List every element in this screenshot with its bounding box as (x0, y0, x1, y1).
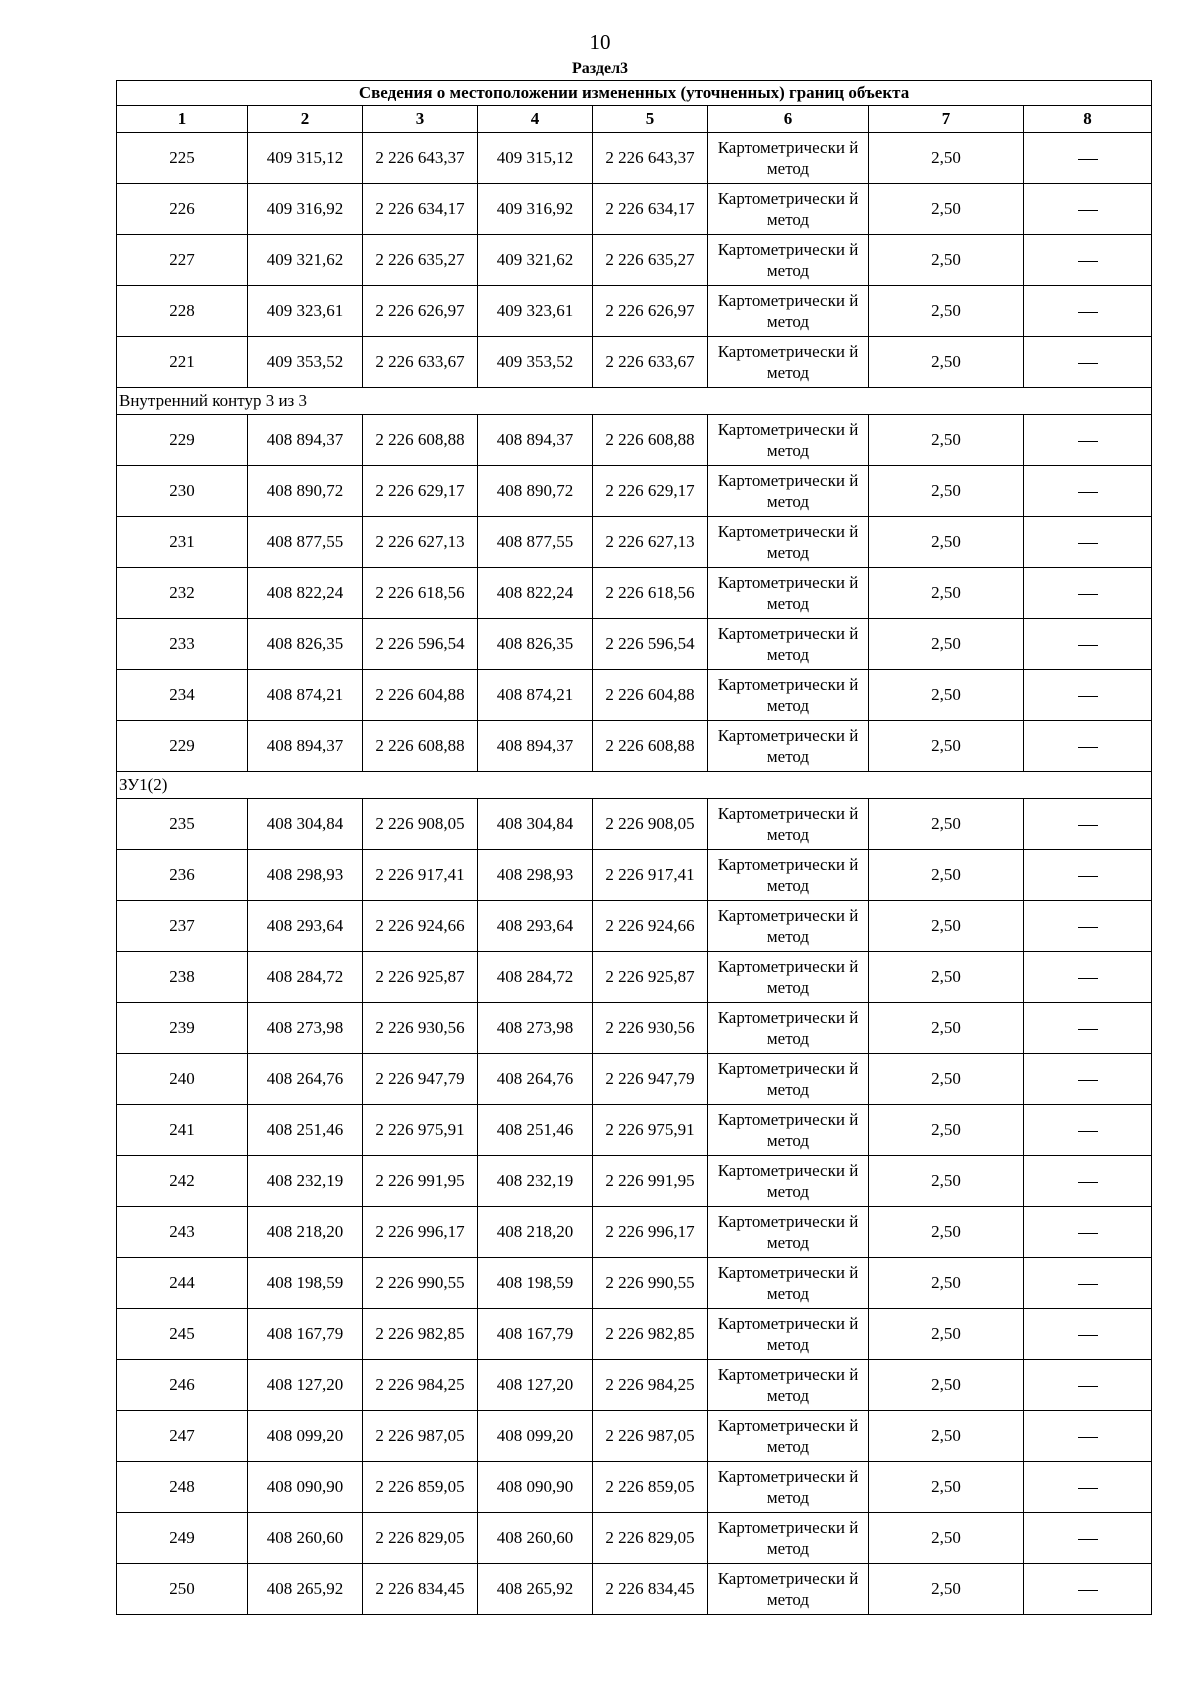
cell-point-number: 241 (117, 1105, 248, 1156)
contour-heading-row (117, 772, 1152, 799)
cell-y-new: 2 226 634,17 (593, 184, 708, 235)
cell-x-new: 408 822,24 (478, 568, 593, 619)
cell-x-old: 408 890,72 (248, 466, 363, 517)
cell-y-old: 2 226 633,67 (363, 337, 478, 388)
cell-x-new: 409 321,62 (478, 235, 593, 286)
table-row (117, 1462, 1152, 1513)
cell-x-old: 408 232,19 (248, 1156, 363, 1207)
cell-method: Картометрически й метод (708, 286, 869, 337)
cell-note (1024, 1156, 1152, 1207)
column-number: 5 (593, 106, 708, 133)
cell-accuracy: 2,50 (869, 1513, 1024, 1564)
boundary-coordinates-table (116, 80, 1152, 1615)
table-row (117, 286, 1152, 337)
cell-y-new: 2 226 635,27 (593, 235, 708, 286)
table-title: Сведения о местоположении измененных (уточненных) границ объекта (117, 81, 1152, 106)
cell-y-new: 2 226 990,55 (593, 1258, 708, 1309)
cell-y-old: 2 226 984,25 (363, 1360, 478, 1411)
cell-y-new: 2 226 608,88 (593, 415, 708, 466)
cell-note (1024, 1411, 1152, 1462)
table-row (117, 517, 1152, 568)
cell-y-new: 2 226 924,66 (593, 901, 708, 952)
table-row (117, 799, 1152, 850)
cell-accuracy: 2,50 (869, 901, 1024, 952)
cell-point-number: 248 (117, 1462, 248, 1513)
dash-mark (1078, 159, 1098, 160)
cell-note (1024, 670, 1152, 721)
cell-note (1024, 1360, 1152, 1411)
cell-x-new: 408 167,79 (478, 1309, 593, 1360)
dash-mark (1078, 978, 1098, 979)
cell-method: Картометрически й метод (708, 1513, 869, 1564)
cell-x-old: 408 273,98 (248, 1003, 363, 1054)
cell-accuracy: 2,50 (869, 850, 1024, 901)
table-row (117, 415, 1152, 466)
cell-note (1024, 466, 1152, 517)
dash-mark (1078, 696, 1098, 697)
cell-x-old: 408 877,55 (248, 517, 363, 568)
cell-point-number: 233 (117, 619, 248, 670)
cell-note (1024, 1513, 1152, 1564)
cell-y-old: 2 226 996,17 (363, 1207, 478, 1258)
cell-y-new: 2 226 925,87 (593, 952, 708, 1003)
cell-y-new: 2 226 996,17 (593, 1207, 708, 1258)
cell-method: Картометрически й метод (708, 466, 869, 517)
cell-y-old: 2 226 626,97 (363, 286, 478, 337)
cell-method: Картометрически й метод (708, 1207, 869, 1258)
cell-accuracy: 2,50 (869, 1156, 1024, 1207)
cell-y-new: 2 226 604,88 (593, 670, 708, 721)
cell-accuracy: 2,50 (869, 184, 1024, 235)
cell-x-old: 408 198,59 (248, 1258, 363, 1309)
cell-x-old: 408 284,72 (248, 952, 363, 1003)
cell-y-new: 2 226 626,97 (593, 286, 708, 337)
cell-note (1024, 235, 1152, 286)
cell-y-old: 2 226 629,17 (363, 466, 478, 517)
table-title-row (117, 81, 1152, 106)
cell-y-old: 2 226 987,05 (363, 1411, 478, 1462)
cell-y-old: 2 226 643,37 (363, 133, 478, 184)
cell-y-new: 2 226 618,56 (593, 568, 708, 619)
cell-accuracy: 2,50 (869, 670, 1024, 721)
cell-y-old: 2 226 908,05 (363, 799, 478, 850)
table-row (117, 1309, 1152, 1360)
column-number: 7 (869, 106, 1024, 133)
cell-y-old: 2 226 991,95 (363, 1156, 478, 1207)
dash-mark (1078, 1386, 1098, 1387)
cell-y-new: 2 226 629,17 (593, 466, 708, 517)
cell-note (1024, 568, 1152, 619)
dash-mark (1078, 1284, 1098, 1285)
cell-x-old: 408 293,64 (248, 901, 363, 952)
cell-y-new: 2 226 633,67 (593, 337, 708, 388)
cell-point-number: 228 (117, 286, 248, 337)
cell-method: Картометрически й метод (708, 184, 869, 235)
cell-point-number: 239 (117, 1003, 248, 1054)
dash-mark (1078, 1029, 1098, 1030)
cell-accuracy: 2,50 (869, 337, 1024, 388)
cell-note (1024, 1564, 1152, 1615)
cell-y-old: 2 226 917,41 (363, 850, 478, 901)
cell-point-number: 238 (117, 952, 248, 1003)
table-row (117, 1411, 1152, 1462)
table-row (117, 1156, 1152, 1207)
dash-mark (1078, 747, 1098, 748)
cell-x-new: 409 323,61 (478, 286, 593, 337)
cell-note (1024, 286, 1152, 337)
cell-accuracy: 2,50 (869, 1564, 1024, 1615)
cell-method: Картометрически й метод (708, 133, 869, 184)
cell-y-old: 2 226 982,85 (363, 1309, 478, 1360)
contour-heading: Внутренний контур 3 из 3 (117, 388, 1152, 415)
cell-note (1024, 1054, 1152, 1105)
dash-mark (1078, 1131, 1098, 1132)
cell-point-number: 221 (117, 337, 248, 388)
cell-note (1024, 850, 1152, 901)
cell-x-old: 408 260,60 (248, 1513, 363, 1564)
cell-point-number: 247 (117, 1411, 248, 1462)
table-row (117, 568, 1152, 619)
cell-x-new: 409 315,12 (478, 133, 593, 184)
cell-y-new: 2 226 930,56 (593, 1003, 708, 1054)
cell-x-new: 408 099,20 (478, 1411, 593, 1462)
column-number: 6 (708, 106, 869, 133)
cell-method: Картометрически й метод (708, 337, 869, 388)
cell-x-old: 409 315,12 (248, 133, 363, 184)
cell-y-new: 2 226 984,25 (593, 1360, 708, 1411)
cell-point-number: 232 (117, 568, 248, 619)
cell-x-new: 408 218,20 (478, 1207, 593, 1258)
cell-note (1024, 721, 1152, 772)
cell-y-old: 2 226 634,17 (363, 184, 478, 235)
cell-method: Картометрически й метод (708, 1003, 869, 1054)
cell-x-old: 408 265,92 (248, 1564, 363, 1615)
cell-note (1024, 901, 1152, 952)
cell-point-number: 236 (117, 850, 248, 901)
cell-method: Картометрически й метод (708, 568, 869, 619)
cell-y-new: 2 226 987,05 (593, 1411, 708, 1462)
cell-y-old: 2 226 608,88 (363, 721, 478, 772)
cell-method: Картометрически й метод (708, 799, 869, 850)
column-number-row (117, 106, 1152, 133)
cell-note (1024, 415, 1152, 466)
cell-accuracy: 2,50 (869, 952, 1024, 1003)
cell-note (1024, 952, 1152, 1003)
cell-point-number: 235 (117, 799, 248, 850)
cell-note (1024, 184, 1152, 235)
cell-point-number: 234 (117, 670, 248, 721)
cell-note (1024, 619, 1152, 670)
column-number: 2 (248, 106, 363, 133)
table-row (117, 133, 1152, 184)
cell-accuracy: 2,50 (869, 1309, 1024, 1360)
cell-note (1024, 517, 1152, 568)
cell-accuracy: 2,50 (869, 517, 1024, 568)
cell-method: Картометрически й метод (708, 1258, 869, 1309)
contour-heading: ЗУ1(2) (117, 772, 1152, 799)
cell-x-new: 408 251,46 (478, 1105, 593, 1156)
cell-accuracy: 2,50 (869, 799, 1024, 850)
cell-x-old: 408 264,76 (248, 1054, 363, 1105)
cell-point-number: 244 (117, 1258, 248, 1309)
cell-x-old: 408 167,79 (248, 1309, 363, 1360)
cell-method: Картометрически й метод (708, 1054, 869, 1105)
cell-point-number: 246 (117, 1360, 248, 1411)
cell-x-new: 408 874,21 (478, 670, 593, 721)
cell-method: Картометрически й метод (708, 235, 869, 286)
cell-method: Картометрически й метод (708, 670, 869, 721)
cell-method: Картометрически й метод (708, 1564, 869, 1615)
cell-point-number: 225 (117, 133, 248, 184)
dash-mark (1078, 1590, 1098, 1591)
cell-method: Картометрически й метод (708, 901, 869, 952)
cell-point-number: 243 (117, 1207, 248, 1258)
cell-accuracy: 2,50 (869, 415, 1024, 466)
cell-note (1024, 1207, 1152, 1258)
cell-point-number: 230 (117, 466, 248, 517)
cell-point-number: 250 (117, 1564, 248, 1615)
cell-x-new: 408 232,19 (478, 1156, 593, 1207)
cell-accuracy: 2,50 (869, 1258, 1024, 1309)
cell-y-new: 2 226 859,05 (593, 1462, 708, 1513)
cell-x-new: 408 264,76 (478, 1054, 593, 1105)
cell-y-old: 2 226 925,87 (363, 952, 478, 1003)
cell-y-old: 2 226 596,54 (363, 619, 478, 670)
dash-mark (1078, 1488, 1098, 1489)
cell-y-new: 2 226 975,91 (593, 1105, 708, 1156)
table-row (117, 670, 1152, 721)
cell-point-number: 229 (117, 415, 248, 466)
cell-point-number: 249 (117, 1513, 248, 1564)
cell-accuracy: 2,50 (869, 1003, 1024, 1054)
cell-y-old: 2 226 604,88 (363, 670, 478, 721)
cell-accuracy: 2,50 (869, 721, 1024, 772)
cell-method: Картометрически й метод (708, 721, 869, 772)
table-row (117, 1513, 1152, 1564)
cell-note (1024, 799, 1152, 850)
cell-x-new: 409 316,92 (478, 184, 593, 235)
dash-mark (1078, 1233, 1098, 1234)
cell-x-old: 409 323,61 (248, 286, 363, 337)
cell-x-old: 408 090,90 (248, 1462, 363, 1513)
cell-x-old: 408 894,37 (248, 415, 363, 466)
dash-mark (1078, 1437, 1098, 1438)
cell-y-old: 2 226 924,66 (363, 901, 478, 952)
cell-method: Картометрически й метод (708, 952, 869, 1003)
cell-accuracy: 2,50 (869, 286, 1024, 337)
cell-accuracy: 2,50 (869, 1207, 1024, 1258)
cell-accuracy: 2,50 (869, 619, 1024, 670)
cell-y-new: 2 226 608,88 (593, 721, 708, 772)
cell-accuracy: 2,50 (869, 1462, 1024, 1513)
cell-point-number: 226 (117, 184, 248, 235)
cell-y-new: 2 226 829,05 (593, 1513, 708, 1564)
cell-note (1024, 337, 1152, 388)
cell-y-old: 2 226 627,13 (363, 517, 478, 568)
table-row (117, 235, 1152, 286)
cell-y-new: 2 226 982,85 (593, 1309, 708, 1360)
cell-x-old: 408 304,84 (248, 799, 363, 850)
table-row (117, 721, 1152, 772)
cell-accuracy: 2,50 (869, 133, 1024, 184)
cell-y-old: 2 226 618,56 (363, 568, 478, 619)
cell-x-old: 408 099,20 (248, 1411, 363, 1462)
table-row (117, 952, 1152, 1003)
dash-mark (1078, 312, 1098, 313)
cell-x-old: 408 127,20 (248, 1360, 363, 1411)
table-row (117, 1258, 1152, 1309)
cell-x-old: 409 321,62 (248, 235, 363, 286)
cell-point-number: 245 (117, 1309, 248, 1360)
column-number: 8 (1024, 106, 1152, 133)
cell-x-new: 408 260,60 (478, 1513, 593, 1564)
cell-y-new: 2 226 834,45 (593, 1564, 708, 1615)
dash-mark (1078, 927, 1098, 928)
column-number: 4 (478, 106, 593, 133)
cell-x-new: 408 127,20 (478, 1360, 593, 1411)
cell-x-old: 408 826,35 (248, 619, 363, 670)
table-row (117, 619, 1152, 670)
cell-accuracy: 2,50 (869, 1054, 1024, 1105)
dash-mark (1078, 363, 1098, 364)
cell-method: Картометрически й метод (708, 1411, 869, 1462)
cell-point-number: 227 (117, 235, 248, 286)
dash-mark (1078, 261, 1098, 262)
cell-note (1024, 1105, 1152, 1156)
cell-x-new: 408 894,37 (478, 721, 593, 772)
cell-note (1024, 1462, 1152, 1513)
cell-y-old: 2 226 834,45 (363, 1564, 478, 1615)
table-row (117, 1054, 1152, 1105)
cell-accuracy: 2,50 (869, 1360, 1024, 1411)
cell-x-new: 408 273,98 (478, 1003, 593, 1054)
table-row (117, 901, 1152, 952)
cell-note (1024, 1258, 1152, 1309)
cell-point-number: 242 (117, 1156, 248, 1207)
dash-mark (1078, 1080, 1098, 1081)
cell-method: Картометрически й метод (708, 517, 869, 568)
cell-y-new: 2 226 908,05 (593, 799, 708, 850)
column-number: 1 (117, 106, 248, 133)
cell-y-old: 2 226 608,88 (363, 415, 478, 466)
cell-point-number: 240 (117, 1054, 248, 1105)
table-row (117, 466, 1152, 517)
section-label: Раздел3 (571, 60, 629, 77)
cell-y-old: 2 226 859,05 (363, 1462, 478, 1513)
contour-heading-row (117, 388, 1152, 415)
table-row (117, 1207, 1152, 1258)
cell-method: Картометрически й метод (708, 850, 869, 901)
cell-point-number: 231 (117, 517, 248, 568)
dash-mark (1078, 1335, 1098, 1336)
cell-x-new: 408 826,35 (478, 619, 593, 670)
cell-method: Картометрически й метод (708, 415, 869, 466)
cell-x-new: 408 090,90 (478, 1462, 593, 1513)
table-row (117, 1105, 1152, 1156)
cell-y-new: 2 226 917,41 (593, 850, 708, 901)
dash-mark (1078, 1539, 1098, 1540)
dash-mark (1078, 645, 1098, 646)
cell-x-new: 408 894,37 (478, 415, 593, 466)
cell-x-old: 408 251,46 (248, 1105, 363, 1156)
cell-x-old: 408 874,21 (248, 670, 363, 721)
cell-y-old: 2 226 990,55 (363, 1258, 478, 1309)
cell-y-old: 2 226 947,79 (363, 1054, 478, 1105)
cell-x-new: 408 198,59 (478, 1258, 593, 1309)
cell-y-old: 2 226 975,91 (363, 1105, 478, 1156)
cell-accuracy: 2,50 (869, 1105, 1024, 1156)
table-row (117, 1360, 1152, 1411)
table-row (117, 1003, 1152, 1054)
table-row (117, 184, 1152, 235)
column-number: 3 (363, 106, 478, 133)
dash-mark (1078, 441, 1098, 442)
cell-point-number: 237 (117, 901, 248, 952)
cell-x-new: 408 304,84 (478, 799, 593, 850)
cell-note (1024, 1003, 1152, 1054)
cell-note (1024, 133, 1152, 184)
cell-y-old: 2 226 930,56 (363, 1003, 478, 1054)
cell-note (1024, 1309, 1152, 1360)
cell-y-new: 2 226 991,95 (593, 1156, 708, 1207)
cell-x-old: 408 298,93 (248, 850, 363, 901)
cell-y-new: 2 226 627,13 (593, 517, 708, 568)
cell-x-new: 408 890,72 (478, 466, 593, 517)
cell-accuracy: 2,50 (869, 235, 1024, 286)
cell-accuracy: 2,50 (869, 1411, 1024, 1462)
dash-mark (1078, 876, 1098, 877)
cell-x-old: 408 822,24 (248, 568, 363, 619)
cell-method: Картометрически й метод (708, 1309, 869, 1360)
page-number: 10 (589, 30, 611, 54)
table-row (117, 850, 1152, 901)
cell-method: Картометрически й метод (708, 619, 869, 670)
cell-method: Картометрически й метод (708, 1105, 869, 1156)
cell-accuracy: 2,50 (869, 568, 1024, 619)
dash-mark (1078, 1182, 1098, 1183)
cell-y-new: 2 226 947,79 (593, 1054, 708, 1105)
cell-x-old: 408 894,37 (248, 721, 363, 772)
cell-method: Картометрически й метод (708, 1462, 869, 1513)
cell-method: Картометрически й метод (708, 1360, 869, 1411)
cell-x-old: 409 353,52 (248, 337, 363, 388)
cell-x-new: 408 293,64 (478, 901, 593, 952)
cell-x-new: 408 284,72 (478, 952, 593, 1003)
cell-y-new: 2 226 596,54 (593, 619, 708, 670)
dash-mark (1078, 594, 1098, 595)
cell-x-new: 408 877,55 (478, 517, 593, 568)
cell-x-old: 408 218,20 (248, 1207, 363, 1258)
dash-mark (1078, 492, 1098, 493)
table-row (117, 1564, 1152, 1615)
cell-accuracy: 2,50 (869, 466, 1024, 517)
cell-y-new: 2 226 643,37 (593, 133, 708, 184)
dash-mark (1078, 825, 1098, 826)
cell-x-old: 409 316,92 (248, 184, 363, 235)
cell-x-new: 408 298,93 (478, 850, 593, 901)
dash-mark (1078, 543, 1098, 544)
cell-x-new: 409 353,52 (478, 337, 593, 388)
cell-y-old: 2 226 635,27 (363, 235, 478, 286)
cell-y-old: 2 226 829,05 (363, 1513, 478, 1564)
table-row (117, 337, 1152, 388)
cell-x-new: 408 265,92 (478, 1564, 593, 1615)
cell-method: Картометрически й метод (708, 1156, 869, 1207)
dash-mark (1078, 210, 1098, 211)
cell-point-number: 229 (117, 721, 248, 772)
